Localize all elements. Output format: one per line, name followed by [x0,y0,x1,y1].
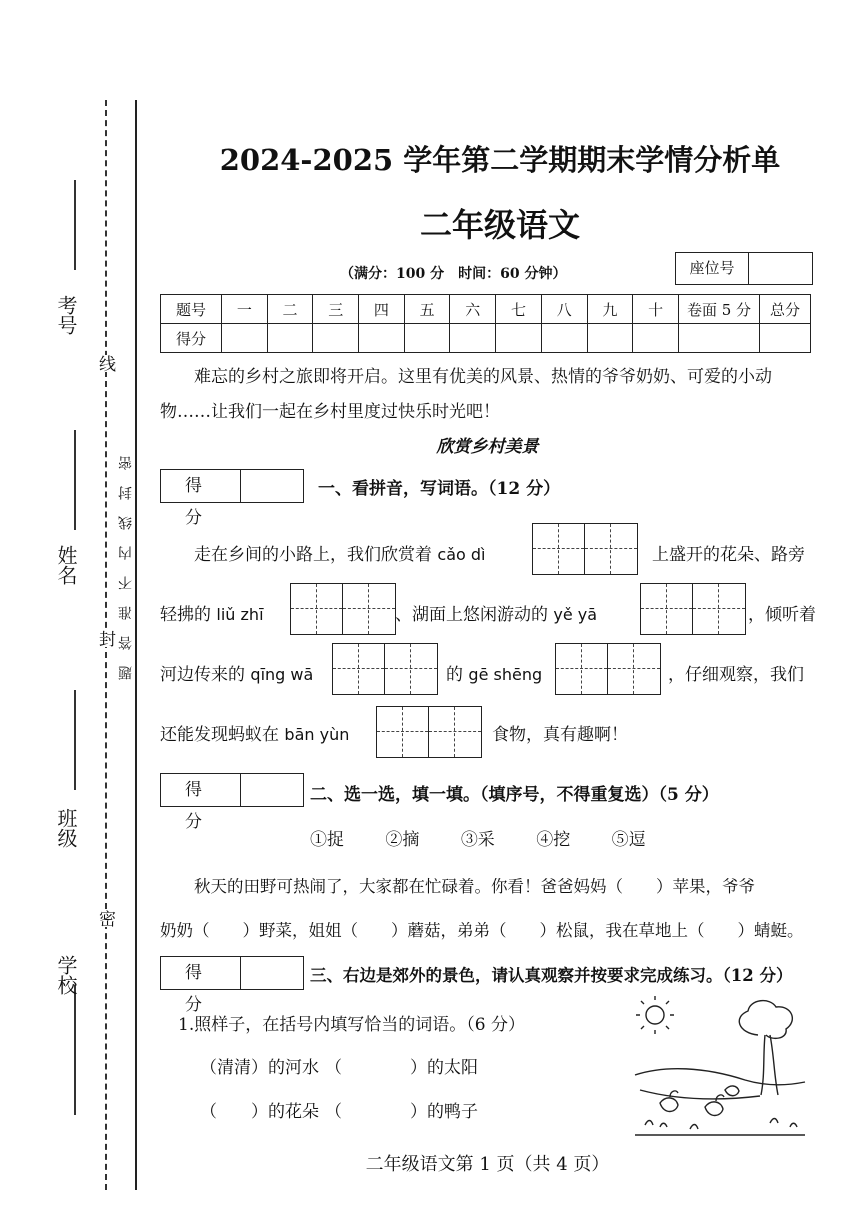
score-header-cell: 总分 [760,295,811,324]
option-2: ②摘 [385,830,420,850]
q3-example: （清清）的河水 [200,1058,319,1078]
q3-heading: 三、右边是郊外的景色，请认真观察并按要求完成练习。（12 分） [310,966,793,985]
q1-text: ，倾听着 [748,605,816,625]
q1-score-field[interactable] [241,470,303,502]
pinyin-caodi: cǎo dì [437,545,486,564]
write-grid-banyun[interactable] [376,706,482,758]
score-cell[interactable] [633,324,679,353]
q2-score-label: 得 分 [161,774,241,806]
subject-title: 二年级语文 [419,206,580,244]
school-label: 学校 [54,955,78,995]
score-header-cell: 二 [267,295,313,324]
score-header-cell: 卷面 5 分 [679,295,760,324]
q3-score-field[interactable] [241,957,303,989]
option-4: ④挖 [536,830,571,850]
score-cell[interactable] [404,324,450,353]
seat-number-box[interactable] [675,252,813,285]
cut-word-line: 线 [93,355,118,372]
q1-line-2b [395,600,597,625]
class-underline [74,690,76,790]
q3-blank-sun[interactable]: （ ）的太阳 [325,1058,478,1078]
q2-heading: 二、选一选，填一填。（填序号，不得重复选）（5 分） [310,785,719,805]
name-underline [74,430,76,530]
q1-text: 轻拂的 [160,605,211,625]
score-cell[interactable] [222,324,268,353]
cut-word-seal: 封 [93,630,118,647]
countryside-scene-illustration [630,995,810,1140]
score-header-cell: 八 [541,295,587,324]
q2-score-box[interactable] [160,773,304,832]
q3-item-1: 1.照样子，在括号内填写恰当的词语。（6 分） [178,1015,525,1035]
seat-number-field[interactable] [749,253,812,284]
q1-text: 食物，真有趣啊！ [492,725,628,745]
q1-text: ，仔细观察，我们 [668,665,804,685]
q1-heading: 一、看拼音，写词语。（12 分） [318,479,561,499]
q1-text: 上盛开的花朵、路旁 [652,545,805,565]
score-cell[interactable] [587,324,633,353]
score-row-label: 得分 [161,324,222,353]
score-cell[interactable] [541,324,587,353]
name-label: 姓名 [54,545,78,585]
score-header-cell: 七 [496,295,542,324]
write-grid-liuzhi[interactable] [290,583,396,635]
score-table-score-row [161,324,811,353]
score-header-cell: 一 [222,295,268,324]
q1-text: 、湖面上悠闲游动的 [395,605,548,625]
intro-paragraph: 难忘的乡村之旅即将开启。这里有优美的风景、热情的爷爷奶奶、可爱的小动物……让我们一起在乡村里度过快乐时光吧！ [160,367,772,422]
class-label: 班级 [54,808,78,848]
pinyin-yeya: yě yā [553,605,598,624]
q1-score-box[interactable] [160,469,304,528]
pinyin-qingwa: qīng wā [250,665,314,684]
score-cell[interactable] [679,324,760,353]
score-header-cell: 九 [587,295,633,324]
score-header-cell: 十 [633,295,679,324]
no-answer-warning: 题答准不内线封密 [118,440,134,680]
exam-no-underline [74,180,76,270]
q1-text: 河边传来的 [160,665,245,685]
score-table [160,294,811,353]
score-cell[interactable] [760,324,811,353]
score-header-cell: 三 [313,295,359,324]
pinyin-gesheng: gē shēng [468,665,543,684]
score-header-cell: 四 [359,295,405,324]
option-1: ①捉 [310,830,344,850]
q1-line-1 [194,540,485,565]
cut-word-secret: 密 [93,910,118,927]
score-cell[interactable] [267,324,313,353]
q2-text-2: 奶奶（ ）野菜，姐姐（ ）蘑菇，弟弟（ ）松鼠，我在草地上（ ）蜻蜓。 [160,921,804,940]
q1-line-3b [446,660,542,685]
q3-blank-duck[interactable]: （ ）的鸭子 [325,1102,478,1122]
q1-text: 还能发现蚂蚁在 [160,725,279,745]
q3-score-label: 得 分 [161,957,241,989]
section-title: 欣赏乡村美景 [436,437,539,457]
score-cell[interactable] [359,324,405,353]
pinyin-banyun: bān yùn [284,725,350,744]
page-footer: 二年级语文第 1 页（共 4 页） [365,1154,610,1175]
q1-score-label: 得 分 [161,470,241,502]
q1-text: 的 [446,665,463,685]
pinyin-liuzhi: liǔ zhī [216,605,264,624]
score-header-cell: 六 [450,295,496,324]
score-header-cell: 题号 [161,295,222,324]
q1-text: 走在乡间的小路上，我们欣赏着 [194,545,432,565]
q1-line-3 [160,660,313,685]
option-3: ③采 [460,830,495,850]
q3-score-box[interactable] [160,956,304,1015]
q2-text-1: 秋天的田野可热闹了，大家都在忙碌着。你看！爸爸妈妈（ ）苹果，爷爷 [194,877,755,896]
q3-blank-flower[interactable]: （ ）的花朵 [200,1102,319,1122]
score-cell[interactable] [313,324,359,353]
q1-line-4 [160,720,349,745]
q2-options [310,825,682,850]
exam-no-label: 考号 [54,295,78,335]
score-table-header-row [161,295,811,324]
seat-number-label: 座位号 [676,253,749,284]
exam-title: 2024-2025 学年第二学期期末学情分析单 [219,143,781,177]
score-header-cell: 五 [404,295,450,324]
write-grid-caodi[interactable] [532,523,638,575]
score-cell[interactable] [450,324,496,353]
write-grid-yeya[interactable] [640,583,746,635]
q1-line-2 [160,600,264,625]
option-5: ⑤逗 [611,830,646,850]
school-underline [74,985,76,1115]
exam-meta: （满分：100 分 时间：60 分钟） [340,266,567,282]
score-cell[interactable] [496,324,542,353]
write-grid-gesheng[interactable] [555,643,661,695]
q2-score-field[interactable] [241,774,303,806]
write-grid-qingwa[interactable] [332,643,438,695]
